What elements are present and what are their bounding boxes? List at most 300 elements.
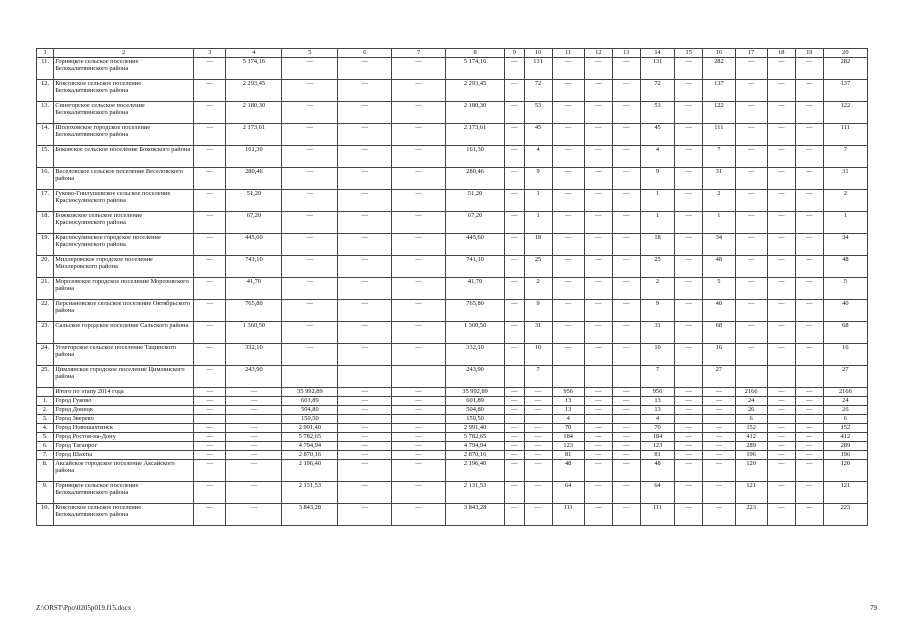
value-cell: 445,60 [226,234,282,256]
value-cell: — [226,451,282,460]
value-cell: — [338,397,392,406]
value-cell: — [795,168,823,190]
value-cell: — [282,278,338,300]
value-cell: — [584,190,612,212]
value-cell: — [612,102,640,124]
value-cell: — [392,322,446,344]
value-cell: 243,90 [445,366,504,388]
column-number-header: 18 [767,49,795,58]
value-cell [675,366,703,388]
value-cell: — [767,80,795,102]
value-cell: 48 [552,460,584,482]
value-cell: — [194,482,226,504]
value-cell: — [612,256,640,278]
settlement-name-cell: Горняцкое сельское поселение Белокалитвинского района [54,482,194,504]
value-cell: — [338,58,392,80]
value-cell: — [524,406,552,415]
value-cell: — [282,124,338,146]
value-cell: — [226,424,282,433]
settlement-name-cell: Сальское городское поселение Сальского района [54,322,194,344]
value-cell: 122 [823,102,867,124]
value-cell: — [612,234,640,256]
row-number-cell: 24. [37,344,54,366]
value-cell: — [675,212,703,234]
value-cell: 6 [823,415,867,424]
value-cell: — [338,442,392,451]
table-row [37,460,868,482]
value-cell: — [612,482,640,504]
value-cell: 24 [735,397,767,406]
value-cell [552,366,584,388]
value-cell: 5 782,65 [445,433,504,442]
settlement-name-cell: Шолоховское городское поселение Белокалитвинского района [54,124,194,146]
value-cell: — [505,58,524,80]
settlement-name-cell: Коксовское сельское поселение Белокалитвинского района [54,80,194,102]
value-cell: — [338,322,392,344]
value-cell: — [795,124,823,146]
value-cell: 45 [524,124,552,146]
value-cell: — [226,504,282,526]
settlement-name-cell: Аксайское городское поселение Аксайского района [54,460,194,482]
value-cell: — [795,344,823,366]
value-cell: — [194,442,226,451]
value-cell: — [584,58,612,80]
header-row [37,49,868,58]
table-row [37,256,868,278]
value-cell: — [675,58,703,80]
value-cell: — [194,451,226,460]
value-cell: 34 [823,234,867,256]
value-cell: 31 [703,168,735,190]
value-cell: — [392,482,446,504]
value-cell [735,366,767,388]
column-number-header: 10 [524,49,552,58]
value-cell: — [584,424,612,433]
value-cell: — [524,397,552,406]
value-cell: — [767,124,795,146]
value-cell: — [675,482,703,504]
value-cell: — [524,482,552,504]
value-cell: 13 [552,397,584,406]
value-cell: — [282,256,338,278]
value-cell: — [675,442,703,451]
value-cell: 1 [640,212,674,234]
settlement-name-cell: Горняцкое сельское поселение Белокалитвинского района [54,58,194,80]
value-cell: 196 [823,451,867,460]
column-number-header: 16 [703,49,735,58]
value-cell: — [338,460,392,482]
value-cell: 601,89 [282,397,338,406]
row-number-cell: 7. [37,451,54,460]
value-cell: — [795,451,823,460]
value-cell: — [505,442,524,451]
column-number-header: 1 [37,49,54,58]
value-cell: 123 [640,442,674,451]
value-cell: 601,89 [445,397,504,406]
value-cell: — [612,451,640,460]
value-cell: — [392,124,446,146]
row-number-cell: 6. [37,442,54,451]
value-cell: 332,10 [445,344,504,366]
row-number-cell: 18. [37,212,54,234]
value-cell: — [282,344,338,366]
value-cell: — [612,388,640,397]
value-cell: — [226,460,282,482]
value-cell: 51,20 [226,190,282,212]
value-cell: 2 173,61 [445,124,504,146]
table-row [37,442,868,451]
settlement-name-cell: Цимлянское городское поселение Цимлянского района [54,366,194,388]
value-cell: — [338,256,392,278]
value-cell: — [194,278,226,300]
value-cell: 161,30 [445,146,504,168]
value-cell: 10 [524,344,552,366]
value-cell: — [767,102,795,124]
value-cell: 48 [640,460,674,482]
value-cell: — [795,190,823,212]
value-cell: — [767,424,795,433]
value-cell: 243,90 [226,366,282,388]
value-cell: 2 131,53 [445,482,504,504]
value-cell: — [795,322,823,344]
value-cell: — [735,278,767,300]
value-cell: — [392,278,446,300]
value-cell: — [338,482,392,504]
value-cell: — [767,146,795,168]
value-cell: — [767,451,795,460]
value-cell: 5 174,16 [226,58,282,80]
value-cell: — [505,124,524,146]
value-cell: — [767,388,795,397]
value-cell: — [612,190,640,212]
value-cell: — [735,102,767,124]
value-cell: — [767,168,795,190]
value-cell: — [675,406,703,415]
value-cell: 765,80 [226,300,282,322]
value-cell: — [282,322,338,344]
value-cell: — [392,504,446,526]
value-cell [392,415,446,424]
value-cell: — [584,451,612,460]
value-cell: — [735,58,767,80]
value-cell: 2 196,40 [445,460,504,482]
value-cell: 137 [823,80,867,102]
column-number-header: 15 [675,49,703,58]
value-cell: — [194,212,226,234]
value-cell: — [795,212,823,234]
row-number-cell: 21. [37,278,54,300]
value-cell: — [194,256,226,278]
value-cell: — [505,234,524,256]
value-cell: — [194,344,226,366]
value-cell: 27 [823,366,867,388]
value-cell: — [735,168,767,190]
value-cell: — [194,190,226,212]
value-cell: 6 [735,415,767,424]
value-cell: — [282,58,338,80]
value-cell: — [612,278,640,300]
value-cell: — [675,433,703,442]
value-cell: 68 [823,322,867,344]
value-cell: — [505,278,524,300]
settlement-name-cell: Город Новошахтинск [54,424,194,433]
value-cell: — [505,424,524,433]
value-cell: 131 [524,58,552,80]
value-cell: 9 [524,168,552,190]
value-cell [703,415,735,424]
value-cell: — [795,482,823,504]
value-cell: 131 [640,58,674,80]
table-row [37,212,868,234]
table-row [37,168,868,190]
row-number-cell [37,388,54,397]
value-cell: — [392,442,446,451]
value-cell: — [505,212,524,234]
value-cell: — [767,442,795,451]
value-cell: 2 [640,278,674,300]
value-cell: — [795,300,823,322]
settlement-name-cell: Город Зверево [54,415,194,424]
row-number-cell: 22. [37,300,54,322]
value-cell: — [194,58,226,80]
value-cell: 1 [524,212,552,234]
row-number-cell: 20. [37,256,54,278]
value-cell: — [552,344,584,366]
value-cell: — [675,451,703,460]
value-cell [505,366,524,388]
value-cell: — [584,278,612,300]
value-cell: — [584,442,612,451]
value-cell: 72 [524,80,552,102]
value-cell: — [194,322,226,344]
value-cell: 1 [823,212,867,234]
column-number-header: 20 [823,49,867,58]
value-cell: — [703,388,735,397]
value-cell: — [703,451,735,460]
value-cell: — [194,300,226,322]
value-cell: — [675,124,703,146]
value-cell: — [795,80,823,102]
value-cell: 7 [524,366,552,388]
value-cell: — [282,234,338,256]
value-cell: — [675,504,703,526]
value-cell: — [392,451,446,460]
value-cell: — [675,102,703,124]
value-cell: — [194,168,226,190]
value-cell: — [703,397,735,406]
value-cell: 1 [640,190,674,212]
settlement-name-cell: Миллеровское городское поселение Миллеровского района [54,256,194,278]
value-cell: 741,10 [445,256,504,278]
value-cell: — [612,322,640,344]
table-row [37,278,868,300]
value-cell: — [338,344,392,366]
value-cell: — [584,102,612,124]
value-cell: — [552,256,584,278]
settlement-name-cell: Город Гуково [54,397,194,406]
value-cell: 5 [823,278,867,300]
value-cell [194,415,226,424]
value-cell: 4 794,94 [282,442,338,451]
value-cell: — [338,433,392,442]
value-cell: — [338,278,392,300]
value-cell: — [795,397,823,406]
value-cell: 2 [703,190,735,212]
value-cell: 16 [703,344,735,366]
value-cell: 13 [640,406,674,415]
value-cell: 5 782,65 [282,433,338,442]
value-cell: — [194,124,226,146]
value-cell: 51,20 [445,190,504,212]
value-cell: — [552,124,584,146]
value-cell: — [767,256,795,278]
column-number-header: 19 [795,49,823,58]
value-cell: 289 [735,442,767,451]
value-cell: — [767,190,795,212]
value-cell: — [338,80,392,102]
value-cell: — [282,168,338,190]
value-cell: — [226,482,282,504]
value-cell: 765,80 [445,300,504,322]
value-cell: — [338,300,392,322]
value-cell: 1 360,50 [226,322,282,344]
value-cell: 48 [703,256,735,278]
value-cell: — [505,388,524,397]
value-cell: 2 991,40 [445,424,504,433]
value-cell: — [338,190,392,212]
value-cell: 7 [823,146,867,168]
value-cell: — [675,168,703,190]
value-cell: — [392,388,446,397]
value-cell [584,415,612,424]
settlement-name-cell: Боковское сельское поселение Боковского района [54,146,194,168]
value-cell: 18 [524,234,552,256]
value-cell: 2 131,53 [282,482,338,504]
value-cell: — [282,80,338,102]
value-cell: — [392,256,446,278]
value-cell: — [584,146,612,168]
value-cell: — [584,482,612,504]
value-cell: — [338,212,392,234]
value-cell: — [584,256,612,278]
value-cell: — [675,146,703,168]
value-cell: — [675,322,703,344]
row-number-cell: 8. [37,460,54,482]
value-cell: — [735,300,767,322]
value-cell: — [194,234,226,256]
value-cell: — [552,322,584,344]
value-cell: — [392,234,446,256]
value-cell: 161,30 [226,146,282,168]
value-cell: 504,80 [445,406,504,415]
settlement-name-cell: Углегорское сельское поселение Тацинского района [54,344,194,366]
value-cell: 3 843,28 [445,504,504,526]
value-cell: 2166 [823,388,867,397]
footer-file-path: Z:\ORST\Ppo\0205p019.f15.docx [36,604,132,612]
value-cell: — [338,234,392,256]
settlement-name-cell: Красносулинское городское поселение Красносулинского района [54,234,194,256]
value-cell: — [282,146,338,168]
value-cell: 24 [823,397,867,406]
table-row [37,300,868,322]
value-cell: — [194,80,226,102]
value-cell: — [612,504,640,526]
value-cell: — [505,504,524,526]
value-cell: 445,60 [445,234,504,256]
value-cell: 26 [735,406,767,415]
column-number-header: 8 [445,49,504,58]
value-cell: — [584,80,612,102]
settlement-name-cell: Город Ростов-на-Дону [54,433,194,442]
value-cell: — [552,146,584,168]
value-cell: 2166 [735,388,767,397]
value-cell: 184 [640,433,674,442]
table-row [37,58,868,80]
value-cell: — [505,146,524,168]
value-cell: — [795,460,823,482]
table-row [37,451,868,460]
value-cell: 956 [552,388,584,397]
settlement-name-cell: Город Шахты [54,451,194,460]
value-cell: 280,46 [445,168,504,190]
value-cell: — [795,424,823,433]
value-cell: — [703,442,735,451]
value-cell: — [194,388,226,397]
value-cell: 741,10 [226,256,282,278]
value-cell: — [552,58,584,80]
value-cell: — [338,146,392,168]
value-cell: — [194,406,226,415]
table-row [37,146,868,168]
value-cell: — [392,102,446,124]
value-cell: 120 [823,460,867,482]
value-cell: 18 [640,234,674,256]
table-row [37,388,868,397]
value-cell: 111 [640,504,674,526]
value-cell: — [338,451,392,460]
value-cell: — [767,504,795,526]
value-cell: 1 360,50 [445,322,504,344]
value-cell: — [505,451,524,460]
column-number-header: 5 [282,49,338,58]
value-cell: — [505,256,524,278]
value-cell: — [675,460,703,482]
value-cell: — [392,80,446,102]
table-row [37,344,868,366]
value-cell: 2 293,45 [226,80,282,102]
column-number-header: 2 [54,49,194,58]
column-number-header: 6 [338,49,392,58]
value-cell: — [767,344,795,366]
value-cell: — [612,406,640,415]
value-cell: 7 [640,366,674,388]
value-cell: — [703,460,735,482]
value-cell: 64 [552,482,584,504]
value-cell [338,415,392,424]
value-cell: — [767,234,795,256]
value-cell: 2 293,45 [445,80,504,102]
value-cell: — [584,322,612,344]
value-cell: — [505,322,524,344]
value-cell: — [703,504,735,526]
value-cell: — [505,102,524,124]
settlement-name-cell: Итого по этапу 2014 года [54,388,194,397]
value-cell: 64 [640,482,674,504]
value-cell [675,415,703,424]
value-cell: 2 [823,190,867,212]
value-cell: — [675,80,703,102]
value-cell: — [524,451,552,460]
